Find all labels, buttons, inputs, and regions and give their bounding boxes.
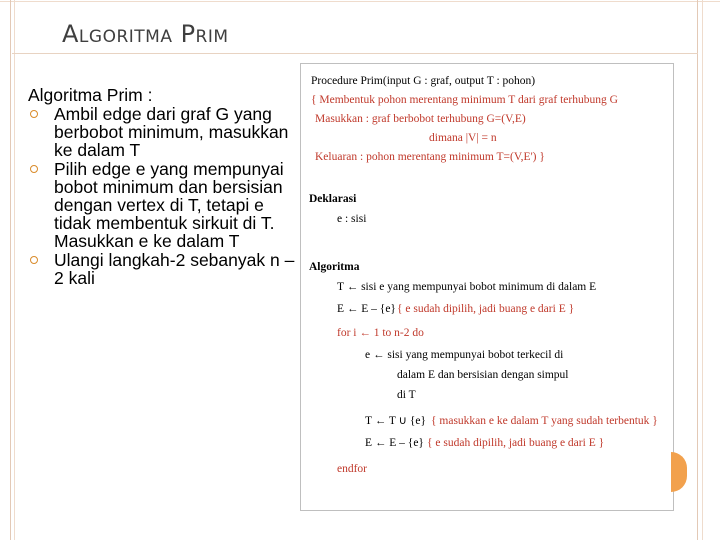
code-line: E ← E – {e}: [365, 437, 424, 449]
code-line: T ← T ∪ {e}: [365, 415, 426, 427]
code-declaration: e : sisi: [337, 213, 367, 225]
bullet-item: [28, 105, 302, 159]
bullet-list: [28, 105, 302, 287]
title-rule: [12, 53, 698, 54]
orange-tab: [671, 452, 687, 492]
slide-title: Algoritma Prim: [62, 20, 229, 48]
procedure-image: [300, 63, 674, 511]
bullet-icon: [30, 256, 38, 264]
bullet-icon: [30, 165, 38, 173]
code-comment: { Membentuk pohon merentang minimum T dari graf terhubung G: [311, 94, 618, 106]
code-algorithm-label: Algoritma: [309, 261, 360, 273]
slide-content: [28, 86, 302, 287]
frame-right-line: [697, 0, 698, 540]
bullet-text: Ulangi langkah-2 sebanyak n – 2 kali: [54, 250, 295, 288]
content-lead: Algoritma Prim :: [28, 85, 153, 105]
code-line: di T: [397, 389, 416, 401]
code-line: E ← E – {e}: [337, 303, 396, 315]
code-line: e ← sisi yang mempunyai bobot terkecil di: [365, 349, 564, 361]
code-comment: { e sudah dipilih, jadi buang e dari E }: [397, 303, 575, 315]
code-header: Procedure Prim(input G : graf, output T : pohon): [311, 75, 536, 87]
code-comment: dimana |V| = n: [429, 132, 497, 144]
code-comment: Keluaran : pohon merentang minimum T=(V,E') }: [315, 151, 545, 163]
code-comment: { masukkan e ke dalam T yang sudah terbentuk }: [431, 415, 658, 427]
code-declaration-label: Deklarasi: [309, 193, 357, 205]
code-comment: { e sudah dipilih, jadi buang e dari E }: [427, 437, 605, 449]
bullet-text: Ambil edge dari graf G yang berbobot minimum, masukkan ke dalam T: [54, 104, 289, 160]
code-line: for i ← 1 to n-2 do: [337, 327, 424, 339]
frame-right-line-outer: [702, 0, 703, 540]
code-line: dalam E dan bersisian dengan simpul: [397, 369, 569, 381]
frame-left-line: [10, 0, 11, 540]
code-line: T ← sisi e yang mempunyai bobot minimum di dalam E: [337, 281, 597, 293]
bullet-item: [28, 251, 302, 287]
frame-top-line: [0, 1, 720, 2]
bullet-item: [28, 160, 302, 250]
code-comment: Masukkan : graf berbobot terhubung G=(V,E): [315, 113, 526, 125]
code-line: endfor: [337, 463, 368, 475]
bullet-icon: [30, 110, 38, 118]
bullet-text: Pilih edge e yang mempunyai bobot minimum dan bersisian dengan vertex di T, tetapi e tidak membentuk sirkuit di T. Masukkan e ke dalam T: [54, 159, 284, 251]
frame-left-line-inner: [14, 0, 15, 540]
